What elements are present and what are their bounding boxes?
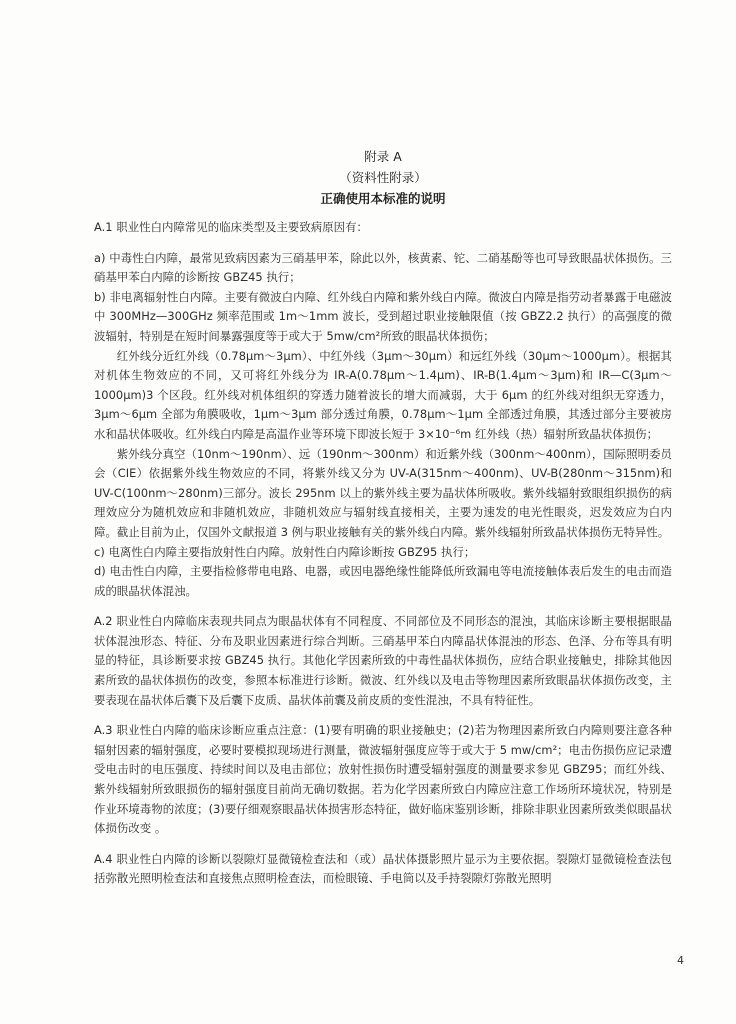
page-number: 4: [677, 954, 684, 967]
document-page: [94, 146, 672, 889]
item-b-nonionizing-cataract: b) 非电离辐射性白内障。主要有微波白内障、红外线白内障和紫外线白内障。微波白内障是指劳动者暴露于电磁波中 300MHz—300GHz 频率范围或 1m～1mm 波长，受到超过职业接触限值（按 GBZ2.2 执行）的高强度的微波辐射，特别是在短时间暴露强度等于或大于 5mw/cm²所致的眼晶状体损伤；: [94, 289, 672, 343]
section-a3: A.3 职业性白内障的临床诊断应重点注意：(1)要有明确的职业接触史；(2)若为物理因素所致白内障则要注意各种辐射因素的辐射强度，必要时要模拟现场进行测量，微波辐射强度应等于或大于 5 mw/cm²；电击伤损伤应记录遭受电击时的电压强度、持续时间以及电击部位；放射性损伤时遭受辐射强度的测量要求参见 GBZ95；而红外线、紫外线辐射所致眼损伤的辐射强度目前尚无确切数据。若为化学因素所致白内障应注意工作场所环境状况，特别是作业环境毒物的浓度；(3)要仔细观察眼晶状体损害形态特征，做好临床鉴别诊断，排除非职业因素所致类似眼晶状体损伤改变 。: [94, 723, 672, 836]
appendix-type: （资料性附录）: [339, 170, 427, 185]
item-a-toxic-cataract: a) 中毒性白内障，最常见致病因素为三硝基甲苯，除此以外，核黄素、铊、二硝基酚等也可导致眼晶状体损伤。三硝基甲苯白内障的诊断按 GBZ45 执行；: [94, 250, 672, 285]
section-a4: A.4 职业性白内障的诊断以裂隙灯显微镜检查法和（或）晶状体摄影照片显示为主要依据。裂隙灯显微镜检查法包括弥散光照明检查法和直接焦点照明检查法，而检眼镜、手电筒以及手持裂隙灯弥散光照明: [94, 851, 672, 886]
ultraviolet-paragraph: 紫外线分真空（10nm～190nm）、远（190nm～300nm）和近紫外线（300nm～400nm），国际照明委员会（CIE）依据紫外线生物效应的不同，将紫外线又分为 UV-A(315nm～400nm)、UV-B(280nm～315nm)和 UV-C(100nm～280nm)三部分。波长 295nm 以上的紫外线主要为晶状体所吸收。紫外线辐射致眼组织损伤的病理效应分为随机效应和非随机效应，非随机效应与辐射线直接相关，主要为速发的电光性眼炎，迟发效应为白内障。截止目前为止，仅国外文献报道 3 例与职业接触有关的紫外线白内障。紫外线辐射所致晶状体损伤无特异性。: [94, 446, 672, 539]
item-c-ionizing-cataract: c) 电离性白内障主要指放射性白内障。放射性白内障诊断按 GBZ95 执行；: [94, 544, 476, 559]
appendix-label: 附录 A: [364, 149, 402, 164]
infrared-paragraph: 红外线分近红外线（0.78μm～3μm）、中红外线（3μm～30μm）和远红外线（30μm～1000μm）。根据其对机体生物效应的不同，又可将红外线分为 IR-A(0.78μm～1.4μm)、IR-B(1.4μm～3μm)和 IR—C(3μm～1000μm)3 个区段。红外线对机体组织的穿透力随着波长的增大而减弱，大于 6μm 的红外线对组织无穿透力，3μm～6μm 全部为角膜吸收，1μm～3μm 部分透过角膜，0.78μm～1μm 全部透过角膜，其透过部分主要被房水和晶状体吸收。红外线白内障是高温作业等环境下即波长短于 3×10⁻⁶m 红外线（热）辐射所致晶状体损伤；: [94, 348, 672, 441]
section-a2: A.2 职业性白内障临床表现共同点为眼晶状体有不同程度、不同部位及不同形态的混浊，其临床诊断主要根据眼晶状体混浊形态、特征、分布及职业因素进行综合判断。三硝基甲苯白内障晶状体混浊的形态、色泽、分布等具有明显的特征，具诊断要求按 GBZ45 执行。其他化学因素所致的中毒性晶状体损伤，应结合职业接触史，排除其他因素所致的晶状体损伤的改变，参照本标准进行诊断。微波、红外线以及电击等物理因素所致眼晶状体损伤改变，主要表现在晶状体后囊下及后囊下皮质、晶状体前囊及前皮质的变性混浊，不具有特征性。: [94, 614, 672, 707]
section-a1-heading: A.1 职业性白内障常见的临床类型及主要致病原因有：: [94, 220, 368, 234]
appendix-title: 正确使用本标准的说明: [320, 191, 446, 206]
item-d-electric-cataract: d) 电击性白内障，主要指检修带电电路、电器，或因电器绝缘性能降低所致漏电等电流接触体表后发生的电击而造成的眼晶状体混浊。: [94, 564, 672, 598]
spacer: [94, 209, 672, 218]
